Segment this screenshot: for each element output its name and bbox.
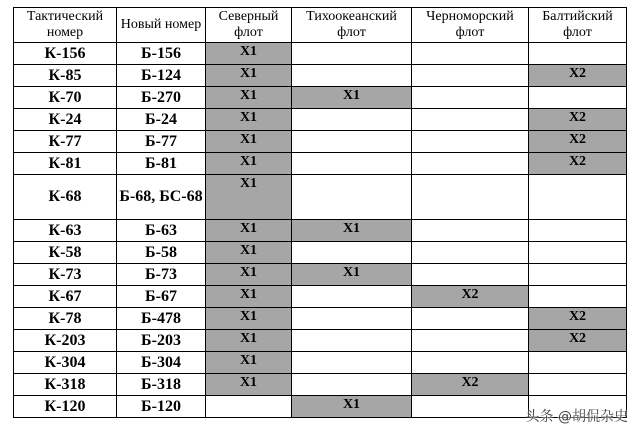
cell-northern-fleet: X1 — [206, 43, 292, 65]
cell-northern-fleet: X1 — [206, 175, 292, 220]
cell-baltic-fleet — [529, 374, 627, 396]
table-row — [14, 286, 627, 308]
cell-tactical-number: К-63 — [14, 220, 117, 242]
cell-tactical-number: К-68 — [14, 175, 117, 220]
cell-northern-fleet — [206, 396, 292, 418]
cell-black-sea-fleet — [412, 330, 529, 352]
cell-new-number: Б-203 — [117, 330, 206, 352]
cell-new-number: Б-67 — [117, 286, 206, 308]
cell-pacific-fleet — [292, 330, 412, 352]
cell-tactical-number: К-77 — [14, 131, 117, 153]
cell-baltic-fleet: X2 — [529, 65, 627, 87]
cell-new-number: Б-120 — [117, 396, 206, 418]
cell-new-number: Б-58 — [117, 242, 206, 264]
cell-tactical-number: К-318 — [14, 374, 117, 396]
cell-northern-fleet: X1 — [206, 352, 292, 374]
cell-new-number: Б-63 — [117, 220, 206, 242]
cell-northern-fleet: X1 — [206, 87, 292, 109]
cell-black-sea-fleet — [412, 65, 529, 87]
cell-black-sea-fleet — [412, 153, 529, 175]
table-row — [14, 264, 627, 286]
cell-baltic-fleet — [529, 352, 627, 374]
cell-tactical-number: К-58 — [14, 242, 117, 264]
cell-black-sea-fleet — [412, 87, 529, 109]
cell-pacific-fleet — [292, 109, 412, 131]
cell-pacific-fleet — [292, 308, 412, 330]
cell-new-number: Б-77 — [117, 131, 206, 153]
header-baltic-fleet: Балтийский флот — [529, 8, 627, 43]
table-row — [14, 87, 627, 109]
cell-northern-fleet: X1 — [206, 242, 292, 264]
watermark: 头条 @胡侃杂史 — [525, 409, 628, 425]
cell-pacific-fleet: X1 — [292, 87, 412, 109]
cell-baltic-fleet: X2 — [529, 131, 627, 153]
cell-northern-fleet: X1 — [206, 65, 292, 87]
table-body — [14, 43, 627, 418]
cell-pacific-fleet — [292, 352, 412, 374]
cell-black-sea-fleet — [412, 242, 529, 264]
cell-tactical-number: К-70 — [14, 87, 117, 109]
cell-northern-fleet: X1 — [206, 153, 292, 175]
cell-new-number: Б-68, БС-68 — [117, 175, 206, 220]
cell-pacific-fleet: X1 — [292, 396, 412, 418]
cell-tactical-number: К-67 — [14, 286, 117, 308]
cell-black-sea-fleet — [412, 175, 529, 220]
header-northern-fleet: Северный флот — [206, 8, 292, 43]
cell-pacific-fleet — [292, 175, 412, 220]
cell-pacific-fleet: X1 — [292, 220, 412, 242]
table-row — [14, 153, 627, 175]
header-new-number: Новый номер — [117, 8, 206, 43]
table-row — [14, 65, 627, 87]
cell-tactical-number: К-24 — [14, 109, 117, 131]
cell-tactical-number: К-85 — [14, 65, 117, 87]
table-row — [14, 131, 627, 153]
cell-baltic-fleet: X2 — [529, 109, 627, 131]
cell-black-sea-fleet: X2 — [412, 286, 529, 308]
table-row — [14, 43, 627, 65]
table-row — [14, 330, 627, 352]
cell-baltic-fleet — [529, 87, 627, 109]
submarine-fleet-table — [13, 7, 627, 418]
cell-new-number: Б-24 — [117, 109, 206, 131]
table-row — [14, 352, 627, 374]
table-header — [14, 8, 627, 43]
cell-pacific-fleet — [292, 374, 412, 396]
cell-new-number: Б-304 — [117, 352, 206, 374]
cell-pacific-fleet — [292, 286, 412, 308]
cell-black-sea-fleet — [412, 43, 529, 65]
cell-pacific-fleet: X1 — [292, 264, 412, 286]
cell-new-number: Б-81 — [117, 153, 206, 175]
cell-northern-fleet: X1 — [206, 131, 292, 153]
table-row — [14, 242, 627, 264]
table-row — [14, 308, 627, 330]
cell-pacific-fleet — [292, 65, 412, 87]
cell-baltic-fleet — [529, 220, 627, 242]
cell-northern-fleet: X1 — [206, 330, 292, 352]
table-row — [14, 374, 627, 396]
cell-tactical-number: К-81 — [14, 153, 117, 175]
header-pacific-fleet: Тихоокеанский флот — [292, 8, 412, 43]
cell-pacific-fleet — [292, 43, 412, 65]
cell-northern-fleet: X1 — [206, 220, 292, 242]
cell-tactical-number: К-304 — [14, 352, 117, 374]
cell-baltic-fleet: X2 — [529, 153, 627, 175]
cell-black-sea-fleet — [412, 264, 529, 286]
cell-baltic-fleet: X2 — [529, 308, 627, 330]
cell-new-number: Б-73 — [117, 264, 206, 286]
table-row — [14, 220, 627, 242]
cell-black-sea-fleet — [412, 109, 529, 131]
cell-black-sea-fleet — [412, 220, 529, 242]
cell-black-sea-fleet — [412, 396, 529, 418]
cell-tactical-number: К-203 — [14, 330, 117, 352]
cell-northern-fleet: X1 — [206, 374, 292, 396]
cell-new-number: Б-156 — [117, 43, 206, 65]
header-row — [14, 8, 627, 43]
cell-pacific-fleet — [292, 153, 412, 175]
table-row — [14, 175, 627, 220]
cell-baltic-fleet — [529, 286, 627, 308]
cell-northern-fleet: X1 — [206, 308, 292, 330]
cell-northern-fleet: X1 — [206, 286, 292, 308]
cell-northern-fleet: X1 — [206, 109, 292, 131]
cell-tactical-number: К-156 — [14, 43, 117, 65]
cell-baltic-fleet — [529, 43, 627, 65]
cell-black-sea-fleet — [412, 352, 529, 374]
cell-black-sea-fleet: X2 — [412, 374, 529, 396]
cell-tactical-number: К-78 — [14, 308, 117, 330]
cell-baltic-fleet — [529, 242, 627, 264]
cell-new-number: Б-124 — [117, 65, 206, 87]
cell-tactical-number: К-73 — [14, 264, 117, 286]
cell-baltic-fleet — [529, 264, 627, 286]
cell-new-number: Б-478 — [117, 308, 206, 330]
cell-tactical-number: К-120 — [14, 396, 117, 418]
cell-northern-fleet: X1 — [206, 264, 292, 286]
cell-pacific-fleet — [292, 131, 412, 153]
cell-pacific-fleet — [292, 242, 412, 264]
cell-black-sea-fleet — [412, 131, 529, 153]
cell-new-number: Б-318 — [117, 374, 206, 396]
cell-black-sea-fleet — [412, 308, 529, 330]
cell-baltic-fleet: X2 — [529, 330, 627, 352]
table-row — [14, 109, 627, 131]
cell-new-number: Б-270 — [117, 87, 206, 109]
cell-baltic-fleet — [529, 175, 627, 220]
header-tactical-number: Тактический номер — [14, 8, 117, 43]
header-black-sea-fleet: Черноморский флот — [412, 8, 529, 43]
